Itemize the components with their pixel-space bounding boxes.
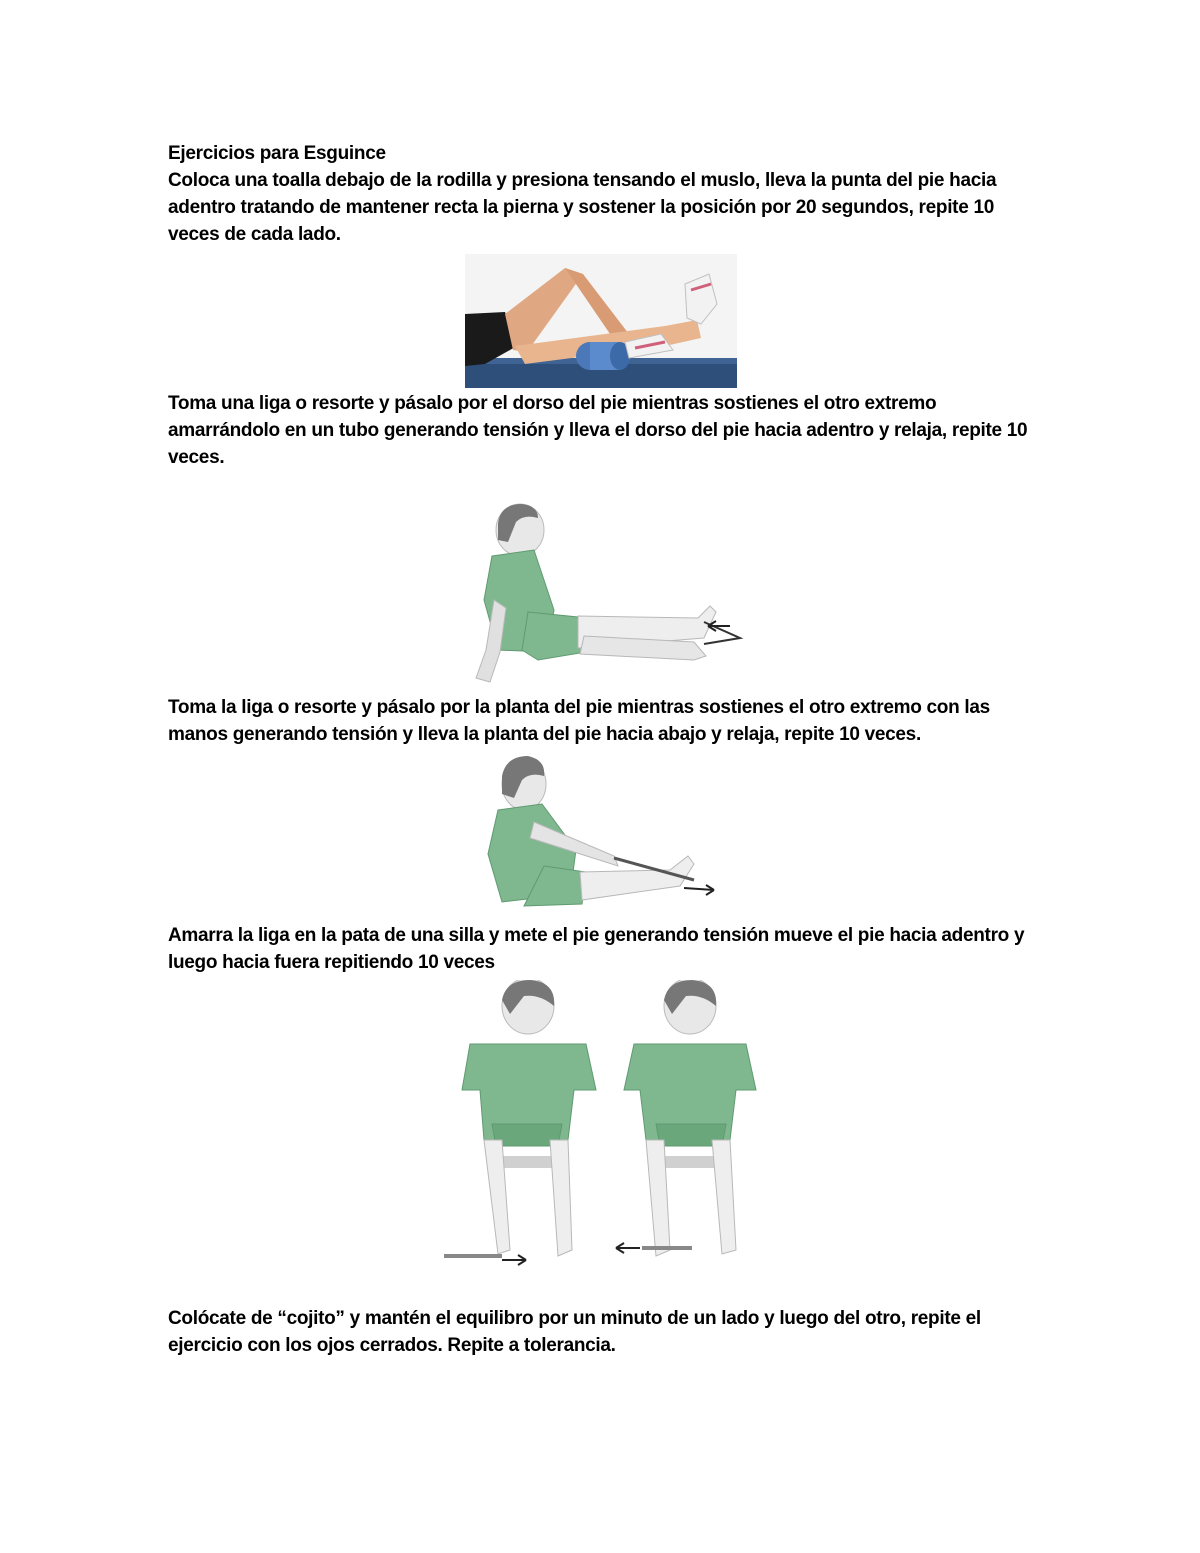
instruction-paragraph-4: Amarra la liga en la pata de una silla y mete el pie generando tensión mueve el pie hacia adentro y luego hacia fuera repitiendo 10 veces — [168, 925, 1025, 973]
instruction-paragraph-1: Coloca una toalla debajo de la rodilla y presiona tensando el muslo, lleva la punta del pie hacia adentro tratando de mantener recta la pierna y sostener la posición por 20 segundos, repite 10 veces de cada lado. — [168, 170, 997, 245]
instruction-paragraph-3: Toma la liga o resorte y pásalo por la planta del pie mientras sostienes el otro extremo con las manos generando tensión y lleva la planta del pie hacia abajo y relaja, repite 10 veces. — [168, 697, 990, 745]
figure-right — [616, 980, 756, 1256]
instruction-paragraph-5: Colócate de “cojito” y mantén el equilibro por un minuto de un lado y luego del otro, repite el ejercicio con los ojos cerrados. Repite a tolerancia. — [168, 1308, 981, 1356]
plantarflexion-band-illustration — [484, 754, 724, 914]
towel-knee-press-photo — [465, 254, 737, 388]
instruction-paragraph-2: Toma una liga o resorte y pásalo por el dorso del pie mientras sostienes el otro extremo amarrándolo en un tubo generando tensión y lleva el dorso del pie hacia adentro y relaja, repite 10 veces. — [168, 393, 1028, 468]
page-title: Ejercicios para Esguince — [168, 143, 386, 164]
figure-left — [444, 980, 596, 1265]
chair-band-inversion-eversion-illustration — [440, 980, 760, 1276]
dorsiflexion-band-illustration — [468, 500, 748, 688]
